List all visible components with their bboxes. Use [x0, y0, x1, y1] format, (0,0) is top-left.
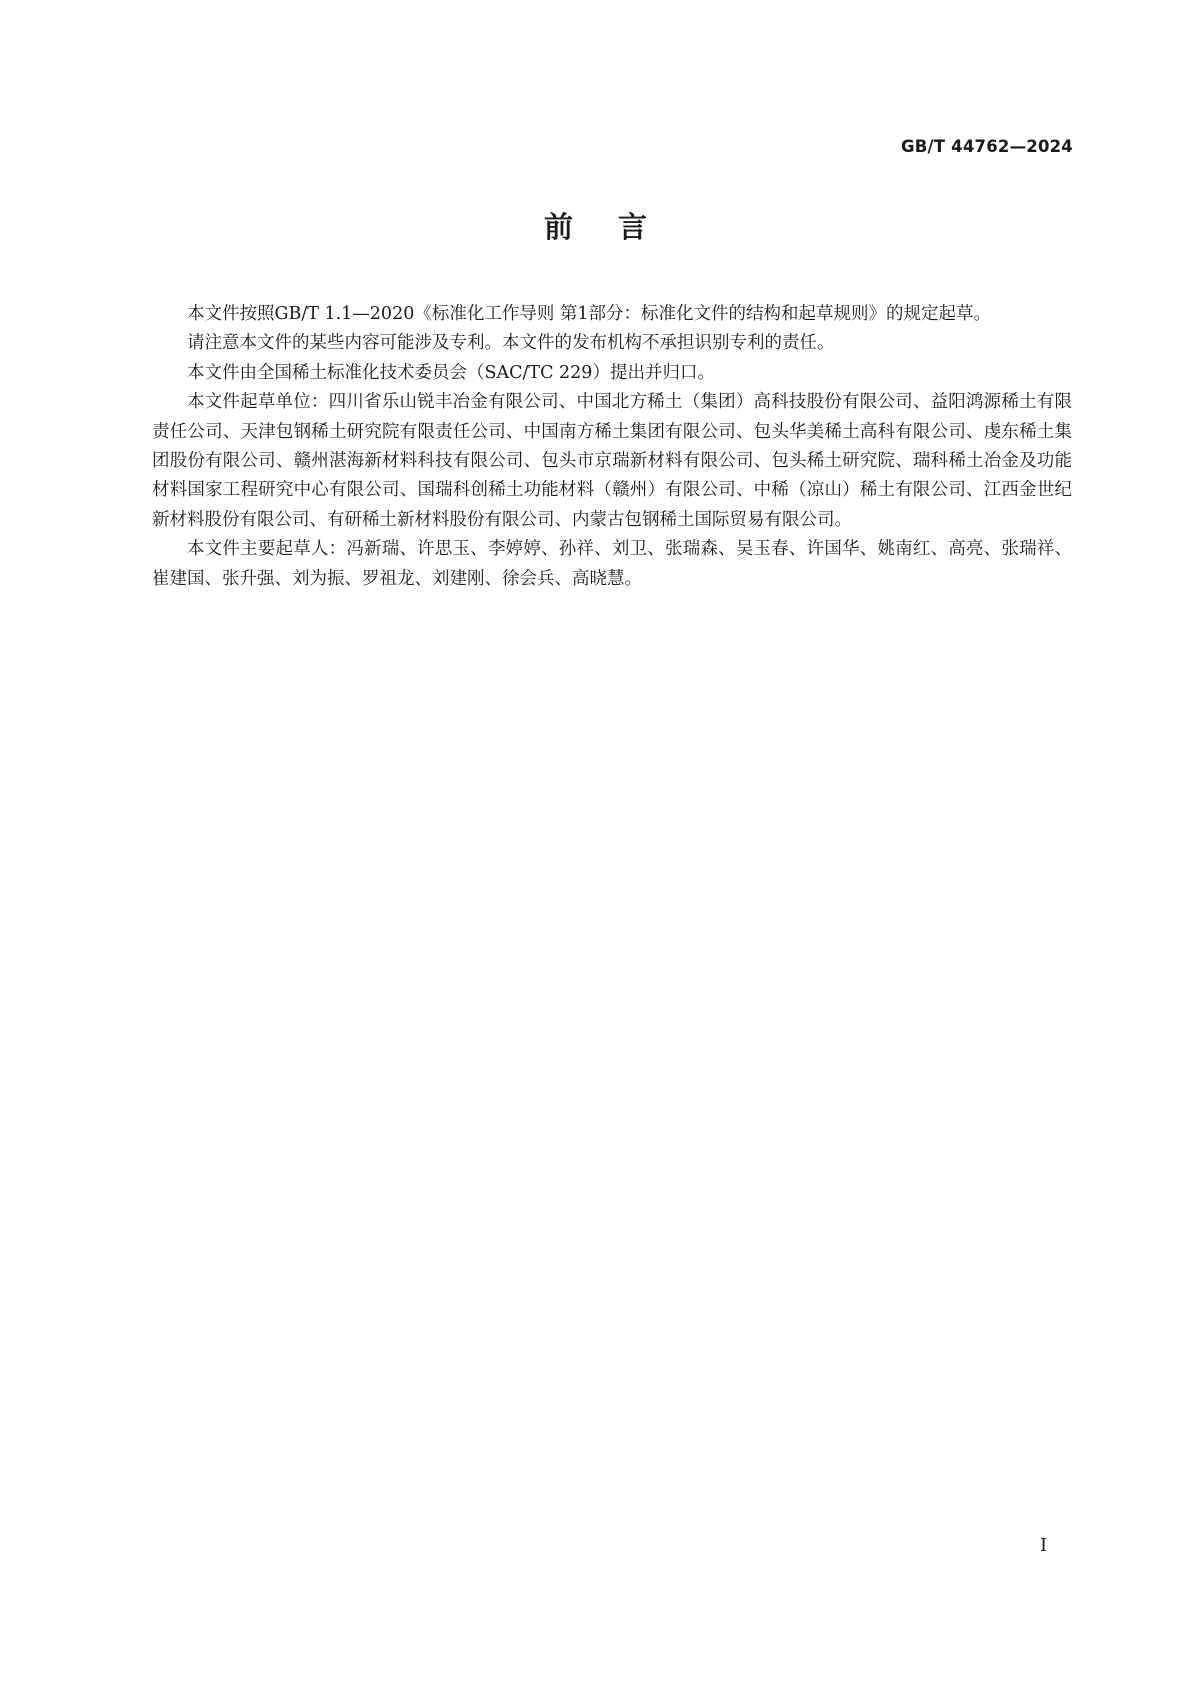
paragraph-committee: 本文件由全国稀土标准化技术委员会（SAC/TC 229）提出并归口。 — [187, 362, 715, 383]
foreword-body — [152, 300, 1072, 594]
paragraph-drafters: 本文件主要起草人：冯新瑞、许思玉、李婷婷、孙祥、刘卫、张瑞森、吴玉春、许国华、姚南红、高亮、张瑞祥、崔建国、张升强、刘为振、罗祖龙、刘建刚、徐会兵、高晓慧。 — [152, 539, 1072, 589]
paragraph-drafting-rules: 本文件按照GB/T 1.1—2020《标准化工作导则 第1部分：标准化文件的结构和起草规则》的规定起草。 — [187, 304, 992, 324]
paragraph-patent-notice: 请注意本文件的某些内容可能涉及专利。本文件的发布机构不承担识别专利的责任。 — [187, 333, 835, 354]
page-title: 前 言 — [544, 210, 665, 244]
paragraph-drafting-units: 本文件起草单位：四川省乐山锐丰冶金有限公司、中国北方稀土（集团）高科技股份有限公司、益阳鸿源稀土有限责任公司、天津包钢稀土研究院有限责任公司、中国南方稀土集团有限公司、包头华美稀土高科有限公司、虔东稀土集团股份有限公司、赣州湛海新材料科技有限公司、包头市京瑞新材料有限公司、包头稀土研究院、瑞科稀土冶金及功能材料国家工程研究中心有限公司、国瑞科创稀土功能材料（赣州）有限公司、中稀（凉山）稀土有限公司、江西金世纪新材料股份有限公司、有研稀土新材料股份有限公司、内蒙古包钢稀土国际贸易有限公司。 — [152, 392, 1072, 530]
document-code: GB/T 44762—2024 — [901, 137, 1073, 156]
page-number: I — [1040, 1535, 1048, 1556]
